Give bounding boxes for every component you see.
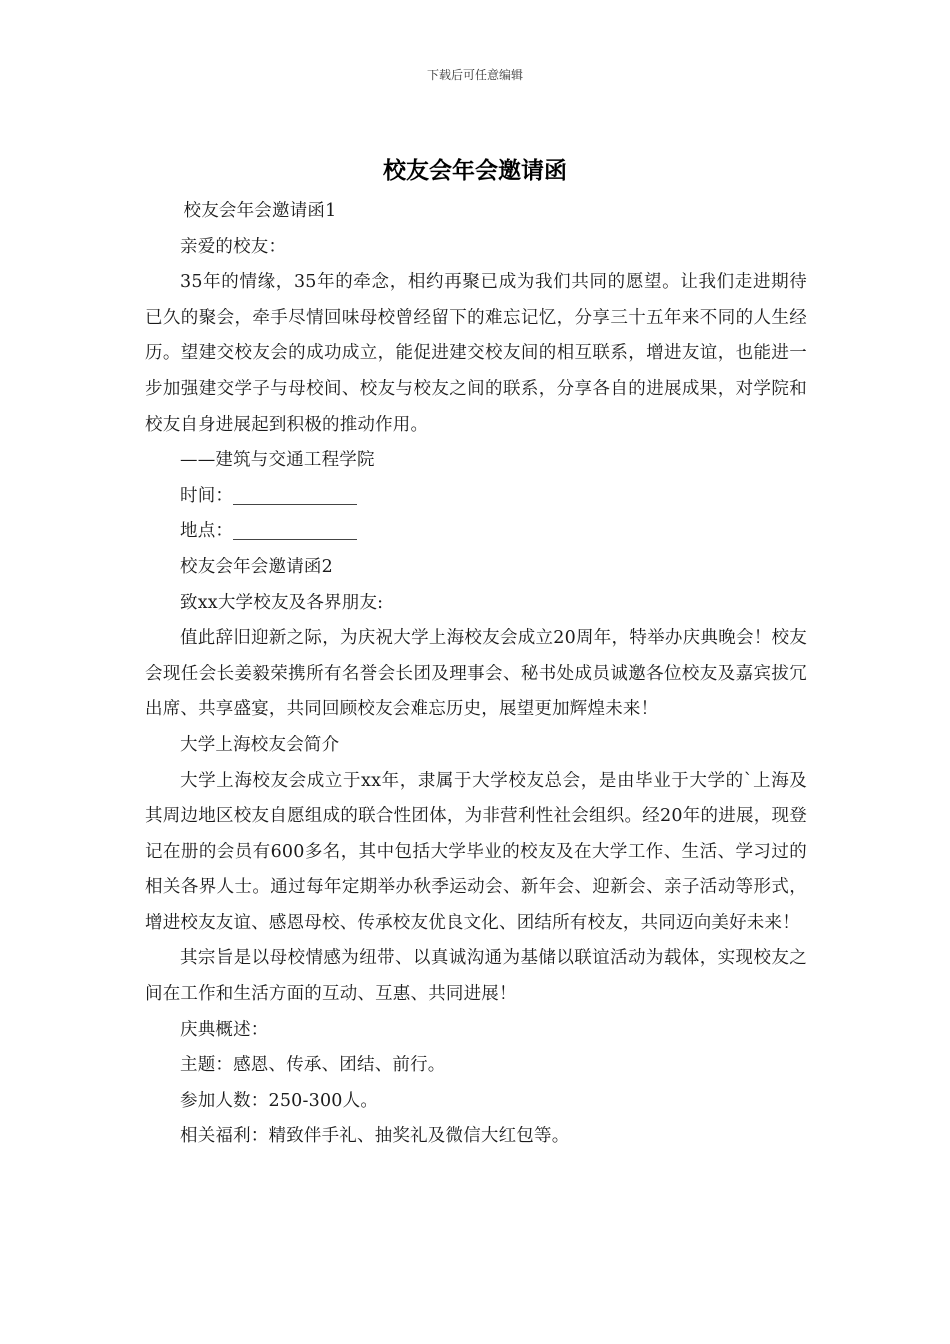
letter2-heading: 校友会年会邀请函2 — [180, 556, 333, 577]
attendance-line: 参加人数：250-300人。 — [180, 1090, 379, 1111]
letter1-time-line — [145, 479, 807, 515]
letter1-place-line — [145, 514, 807, 550]
section-body: 大学上海校友会成立于xx年，隶属于大学校友总会，是由毕业于大学的`上海及其周边地区校友自愿组成的联合性团体，为非营利性社会组织。经20年的进展，现登记在册的会员有600多名，其中包括大学毕业的校友及在大学工作、生活、学习过的相关各界人士。通过每年定期举办秋季运动会、新年会、迎新会、亲子活动等形式，增进校友友谊、感恩母校、传承校友优良文化、团结所有校友，共同迈向美好未来！ — [145, 770, 807, 933]
benefits-line: 相关福利：精致伴手礼、抽奖礼及微信大红包等。 — [180, 1126, 570, 1147]
letter1-signature: ——建筑与交通工程学院 — [180, 450, 375, 471]
letter2-greeting: 致xx大学校友及各界朋友: — [180, 592, 384, 613]
letter1-greeting: 亲爱的校友： — [180, 236, 287, 257]
document-body — [145, 194, 807, 1155]
purpose-paragraph: 其宗旨是以母校情感为纽带、以真诚沟通为基储以联谊活动为载体，实现校友之间在工作和生活方面的互动、互惠、共同进展！ — [145, 948, 807, 1005]
letter2-intro: 值此辞旧迎新之际，为庆祝大学上海校友会成立20周年，特举办庆典晚会！校友会现任会长姜毅荣携所有名誉会长团及理事会、秘书处成员诚邀各位校友及嘉宾拔冗出席、共享盛宴，共同回顾校友会难忘历史，展望更加辉煌未来！ — [145, 628, 807, 720]
letter1-body: 35年的情缘，35年的牵念，相约再聚已成为我们共同的愿望。让我们走进期待已久的聚会，牵手尽情回味母校曾经留下的难忘记忆，分享三十五年来不同的人生经历。望建交校友会的成功成立，能促进建交校友间的相互联系，增进友谊，也能进一步加强建交学子与母校间、校友与校友之间的联系，分享各自的进展成果，对学院和校友自身进展起到积极的推动作用。 — [145, 272, 807, 435]
section-title: 大学上海校友会简介 — [180, 734, 340, 755]
letter1-heading: 校友会年会邀请函1 — [183, 201, 337, 221]
theme-line: 主题：感恩、传承、团结、前行。 — [180, 1055, 446, 1076]
time-blank-field[interactable] — [233, 482, 357, 505]
overview-title: 庆典概述： — [180, 1019, 269, 1040]
header-note: 下载后可任意编辑 — [426, 68, 523, 82]
place-blank-field[interactable] — [233, 517, 357, 540]
time-label: 时间： — [180, 485, 234, 506]
place-label: 地点： — [180, 521, 234, 542]
document-title: 校友会年会邀请函 — [383, 158, 567, 184]
